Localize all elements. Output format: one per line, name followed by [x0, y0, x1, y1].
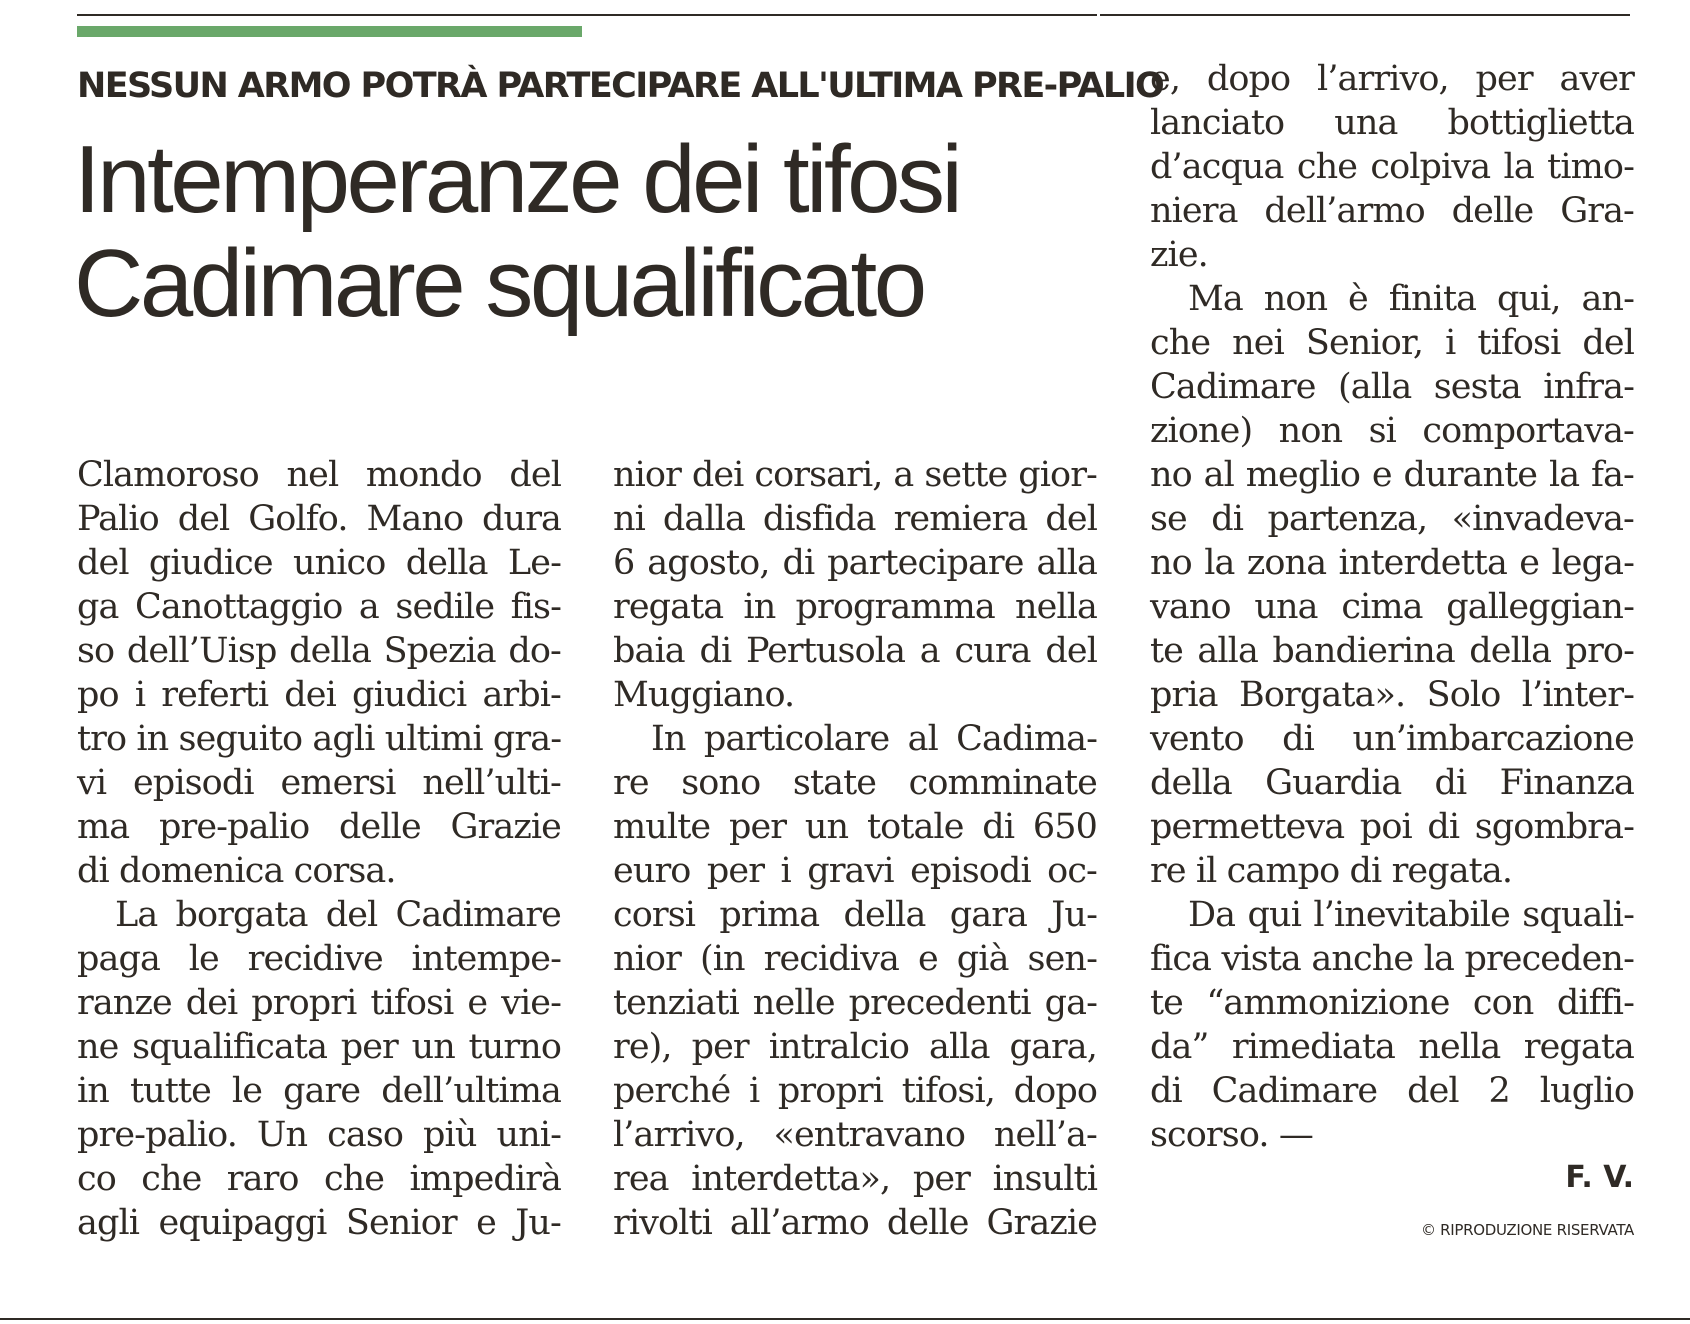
copyright-notice: © RIPRODUZIONE RISERVATA [1420, 1221, 1634, 1239]
text-line: co che raro che impedirà [77, 1159, 561, 1199]
text-line: ranze dei propri tifosi e vie- [77, 983, 561, 1023]
text-line: tenziati nelle precedenti ga- [613, 983, 1097, 1023]
top-rule-left [77, 14, 1097, 16]
text-line: zie. [1150, 235, 1208, 275]
text-line: paga le recidive intempe- [77, 939, 561, 979]
text-line: agli equipaggi Senior e Ju- [77, 1203, 561, 1243]
text-line: ni dalla disfida remiera del [613, 499, 1097, 539]
headline-line-1: Intemperanze dei tifosi [74, 126, 960, 233]
text-line: vano una cima galleggian- [1150, 587, 1634, 627]
headline-line-2: Cadimare squalificato [74, 230, 924, 337]
text-line: vi episodi emersi nell’ulti- [77, 763, 561, 803]
text-line: permetteva poi di sgombra- [1150, 807, 1634, 847]
text-line: baia di Pertusola a cura del [613, 631, 1097, 671]
text-line: vento di un’imbarcazione [1150, 719, 1634, 759]
text-line: po i referti dei giudici arbi- [77, 675, 561, 715]
text-line: te alla bandierina della pro- [1150, 631, 1634, 671]
text-line: d’acqua che colpiva la timo- [1150, 147, 1634, 187]
text-line: nior dei corsari, a sette gior- [613, 455, 1097, 495]
text-line: corsi prima della gara Ju- [613, 895, 1097, 935]
section-accent-bar [77, 26, 582, 37]
text-line: rivolti all’armo delle Grazie [613, 1203, 1097, 1243]
text-line: multe per un totale di 650 [613, 807, 1097, 847]
text-line: te “ammonizione con diffi- [1150, 983, 1634, 1023]
text-line: Da qui l’inevitabile squali- [1188, 895, 1634, 935]
text-line: ma pre-palio delle Grazie [77, 807, 561, 847]
text-line: della Guardia di Finanza [1150, 763, 1634, 803]
text-line: del giudice unico della Le- [77, 543, 561, 583]
text-line: se di partenza, «invadeva- [1150, 499, 1634, 539]
text-line: nior (in recidiva e già sen- [613, 939, 1097, 979]
text-line: so dell’Uisp della Spezia do- [77, 631, 561, 671]
author-byline: F. V. [1565, 1160, 1634, 1195]
text-line: In particolare al Cadima- [651, 719, 1097, 759]
article-column-1 [77, 453, 561, 1245]
text-line: rea interdetta», per insulti [613, 1159, 1097, 1199]
text-line: tro in seguito agli ultimi gra- [77, 719, 562, 759]
text-line: in tutte le gare dell’ultima [77, 1071, 561, 1111]
text-line: da” rimediata nella regata [1150, 1027, 1634, 1067]
bottom-rule [0, 1318, 1690, 1320]
article-column-3 [1150, 57, 1634, 1157]
kicker: NESSUN ARMO POTRÀ PARTECIPARE ALL'ULTIMA PRE-PALIO [77, 66, 1164, 106]
text-line: niera dell’armo delle Gra- [1150, 191, 1634, 231]
text-line: fica vista anche la preceden- [1150, 939, 1634, 979]
text-line: 6 agosto, di partecipare alla [613, 543, 1097, 583]
text-line: zione) non si comportava- [1150, 411, 1634, 451]
headline [74, 128, 1074, 336]
text-line: regata in programma nella [613, 587, 1097, 627]
text-line: scorso. — [1150, 1115, 1313, 1155]
text-line: Palio del Golfo. Mano dura [77, 499, 561, 539]
text-line: Cadimare (alla sesta infra- [1150, 367, 1634, 407]
text-line: ne squalificata per un turno [77, 1027, 561, 1067]
text-line: pria Borgata». Solo l’inter- [1150, 675, 1634, 715]
text-line: re sono state comminate [613, 763, 1097, 803]
top-rule-right [1100, 14, 1630, 16]
text-line: di Cadimare del 2 luglio [1150, 1071, 1634, 1111]
text-line: l’arrivo, «entravano nell’a- [613, 1115, 1097, 1155]
text-line: euro per i gravi episodi oc- [613, 851, 1097, 891]
text-line: re il campo di regata. [1150, 851, 1513, 891]
text-line: Muggiano. [613, 675, 795, 715]
text-line: re), per intralcio alla gara, [613, 1027, 1097, 1067]
text-line: no la zona interdetta e lega- [1150, 543, 1634, 583]
text-line: no al meglio e durante la fa- [1150, 455, 1634, 495]
text-line: La borgata del Cadimare [115, 895, 561, 935]
text-line: di domenica corsa. [77, 851, 396, 891]
text-line: Clamoroso nel mondo del [77, 455, 561, 495]
text-line: perché i propri tifosi, dopo [613, 1071, 1097, 1111]
text-line: lanciato una bottiglietta [1150, 103, 1634, 143]
text-line: ga Canottaggio a sedile fis- [77, 587, 561, 627]
article-column-2 [613, 453, 1097, 1245]
text-line: pre-palio. Un caso più uni- [77, 1115, 561, 1155]
text-line: Ma non è finita qui, an- [1188, 279, 1634, 319]
text-line: e, dopo l’arrivo, per aver [1150, 59, 1634, 99]
text-line: che nei Senior, i tifosi del [1150, 323, 1634, 363]
